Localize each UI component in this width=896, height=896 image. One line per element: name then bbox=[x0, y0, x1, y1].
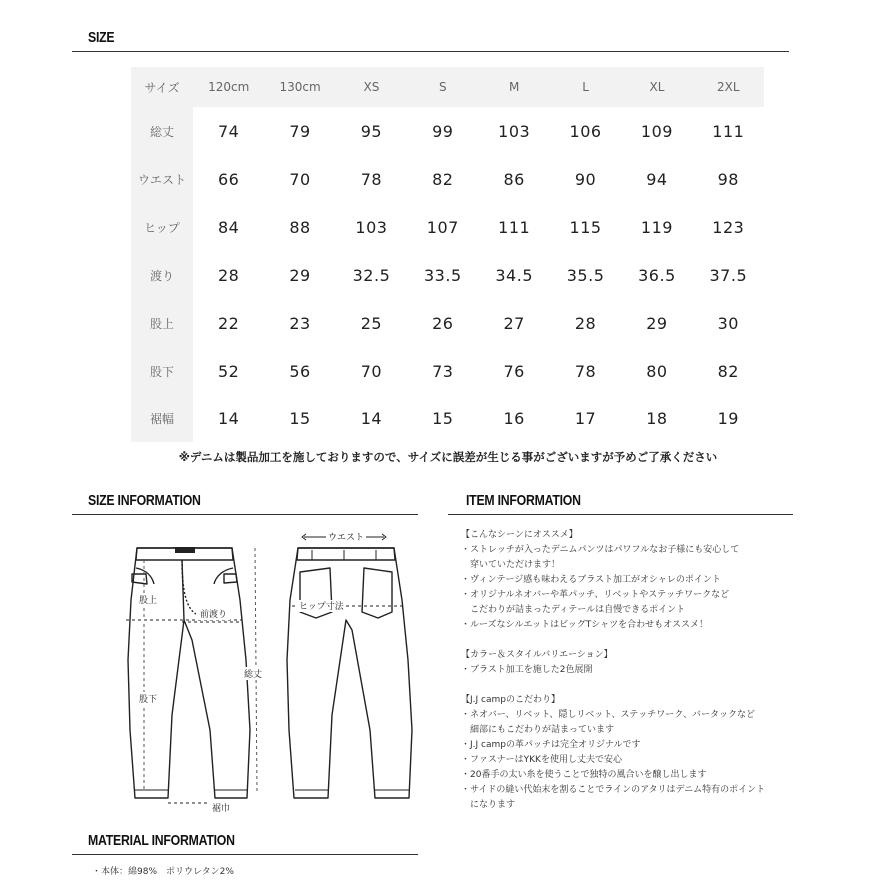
size-value-cell: 22 bbox=[218, 313, 240, 333]
size-header-label: サイズ bbox=[131, 67, 193, 107]
size-row-label: 裾幅 bbox=[131, 395, 193, 442]
item-line: 【こんなシーンにオススメ】 bbox=[461, 530, 578, 540]
size-value-cell: 79 bbox=[289, 121, 311, 141]
front-thigh-label: 前渡り bbox=[200, 610, 228, 620]
size-header-cell: 2XL bbox=[693, 67, 764, 107]
item-line bbox=[461, 633, 801, 648]
size-value-cell: 74 bbox=[218, 121, 240, 141]
size-row-label: 股上 bbox=[131, 299, 193, 347]
item-line: になります bbox=[461, 800, 516, 810]
size-value-cell: 36.5 bbox=[638, 265, 676, 285]
size-value-cell: 66 bbox=[218, 169, 240, 189]
size-value-cell: 23 bbox=[289, 313, 311, 333]
jeans-back-outline bbox=[287, 548, 412, 798]
size-value-cell: 70 bbox=[289, 169, 311, 189]
item-line bbox=[461, 678, 801, 693]
material-text: ・本体：綿98% ポリウレタン2% bbox=[92, 867, 234, 877]
size-row-label: 渡り bbox=[131, 251, 193, 299]
size-value-cell: 76 bbox=[503, 361, 525, 381]
item-line: ・J.J campの革パッチは完全オリジナルです bbox=[461, 740, 641, 750]
size-table-row bbox=[131, 251, 764, 299]
size-value-cell: 18 bbox=[646, 409, 668, 428]
size-value-cell: 98 bbox=[717, 169, 739, 189]
size-table-row bbox=[131, 299, 764, 347]
size-value-cell: 37.5 bbox=[709, 265, 748, 285]
item-information-list bbox=[461, 528, 801, 813]
size-value-cell: 28 bbox=[574, 313, 597, 333]
size-section-title: SIZE bbox=[88, 29, 115, 46]
jeans-diagram bbox=[120, 520, 420, 820]
size-table-row bbox=[131, 395, 764, 442]
size-value-cell: 14 bbox=[360, 409, 383, 428]
inseam-label: 股下 bbox=[139, 695, 158, 705]
item-line: ・ファスナーはYKKを使用し丈夫で安心 bbox=[461, 755, 622, 765]
size-value-cell: 70 bbox=[360, 361, 383, 381]
item-line: 細部にもこだわりが詰まっています bbox=[461, 725, 615, 735]
size-table-row bbox=[131, 203, 764, 251]
size-row-label: 股下 bbox=[131, 347, 193, 395]
item-line: ・オリジナルネオバーや革パッチ、リベットやステッチワークなど bbox=[461, 590, 730, 600]
size-value-cell: 17 bbox=[574, 409, 597, 428]
material-information-title: MATERIAL INFORMATION bbox=[88, 832, 235, 849]
waist-label: ウエスト bbox=[328, 533, 365, 543]
size-value-cell: 56 bbox=[289, 361, 311, 381]
size-value-cell: 107 bbox=[426, 217, 459, 237]
size-header-cell: XL bbox=[621, 67, 692, 107]
size-value-cell: 106 bbox=[569, 121, 602, 141]
size-value-cell: 28 bbox=[218, 265, 240, 285]
material-information-rule bbox=[72, 854, 418, 855]
item-line: ・ストレッチが入ったデニムパンツはパワフルなお子様にも安心して bbox=[461, 545, 740, 555]
item-line: ・ネオバー、リベット、隠しリベット、ステッチワーク、バータックなど bbox=[461, 710, 755, 720]
item-line: 穿いていただけます！ bbox=[461, 560, 561, 570]
total-length-label: 総丈 bbox=[244, 670, 263, 680]
size-value-cell: 82 bbox=[432, 169, 454, 189]
size-information-rule bbox=[72, 514, 418, 515]
size-value-cell: 19 bbox=[717, 409, 739, 428]
size-value-cell: 94 bbox=[646, 169, 668, 189]
item-information-title: ITEM INFORMATION bbox=[466, 492, 581, 509]
size-value-cell: 25 bbox=[360, 313, 383, 333]
size-value-cell: 32.5 bbox=[352, 265, 391, 285]
size-value-cell: 123 bbox=[712, 217, 745, 237]
size-header-cell: L bbox=[550, 67, 621, 107]
size-value-cell: 88 bbox=[289, 217, 311, 237]
size-row-label: 総丈 bbox=[131, 107, 193, 155]
size-table-row bbox=[131, 347, 764, 395]
size-information-title: SIZE INFORMATION bbox=[88, 492, 201, 509]
size-value-cell: 90 bbox=[574, 169, 597, 189]
size-table-row bbox=[131, 107, 764, 155]
jeans-front-outline bbox=[128, 548, 250, 798]
size-value-cell: 111 bbox=[712, 121, 745, 141]
item-line: 【J.J campのこだわり】 bbox=[461, 695, 560, 705]
size-value-cell: 84 bbox=[218, 217, 240, 237]
size-value-cell: 82 bbox=[717, 361, 739, 381]
size-row-label: ウエスト bbox=[131, 155, 193, 203]
size-table bbox=[131, 67, 764, 442]
item-line: ・ヴィンテージ感も味わえるブラスト加工がオシャレのポイント bbox=[461, 575, 721, 585]
size-value-cell: 33.5 bbox=[424, 265, 462, 285]
size-row-label: ヒップ bbox=[131, 203, 193, 251]
item-information-rule bbox=[448, 514, 793, 515]
item-line: ・サイドの縫い代始末を割ることでラインのアタリはデニム特有のポイント bbox=[461, 785, 766, 795]
size-value-cell: 109 bbox=[640, 121, 673, 141]
size-value-cell: 30 bbox=[717, 313, 739, 333]
size-value-cell: 29 bbox=[646, 313, 668, 333]
size-value-cell: 15 bbox=[432, 409, 454, 428]
size-value-cell: 78 bbox=[574, 361, 597, 381]
size-value-cell: 73 bbox=[432, 361, 454, 381]
rise-label: 股上 bbox=[139, 596, 158, 606]
item-line: ・ルーズなシルエットはビッグTシャツを合わせもオススメ！ bbox=[461, 620, 709, 630]
size-table-row bbox=[131, 155, 764, 203]
size-value-cell: 119 bbox=[640, 217, 673, 237]
size-value-cell: 86 bbox=[503, 169, 525, 189]
item-line: 【カラー＆スタイルバリエーション】 bbox=[461, 650, 613, 660]
size-header-cell: M bbox=[479, 67, 550, 107]
size-note: ※デニムは製品加工を施しておりますので、サイズに誤差が生じる事がございますが予めご了承ください bbox=[178, 450, 718, 464]
item-line: ・20番手の太い糸を使うことで独特の風合いを醸し出します bbox=[461, 770, 707, 780]
size-value-cell: 35.5 bbox=[566, 265, 605, 285]
size-value-cell: 103 bbox=[355, 217, 388, 237]
size-value-cell: 78 bbox=[360, 169, 383, 189]
size-header-cell: 120cm bbox=[193, 67, 264, 107]
size-value-cell: 95 bbox=[360, 121, 383, 141]
hem-label: 裾巾 bbox=[212, 804, 231, 814]
size-header-cell: 130cm bbox=[264, 67, 335, 107]
size-header-cell: S bbox=[407, 67, 478, 107]
size-value-cell: 115 bbox=[569, 217, 602, 237]
item-line: ・ブラスト加工を施した2色展開 bbox=[461, 665, 593, 675]
size-table-header-row bbox=[131, 67, 764, 107]
size-value-cell: 26 bbox=[432, 313, 454, 333]
size-value-cell: 34.5 bbox=[495, 265, 533, 285]
size-value-cell: 99 bbox=[432, 121, 454, 141]
size-value-cell: 29 bbox=[289, 265, 311, 285]
hip-label: ヒップ寸法 bbox=[299, 602, 344, 612]
size-header-cell: XS bbox=[336, 67, 407, 107]
size-value-cell: 16 bbox=[503, 409, 525, 428]
size-value-cell: 103 bbox=[498, 121, 531, 141]
size-value-cell: 52 bbox=[218, 361, 240, 381]
size-value-cell: 14 bbox=[218, 409, 240, 428]
size-value-cell: 15 bbox=[289, 409, 311, 428]
size-value-cell: 27 bbox=[503, 313, 525, 333]
size-value-cell: 80 bbox=[646, 361, 668, 381]
size-value-cell: 111 bbox=[498, 217, 531, 237]
item-line: こだわりが詰まったディテールは自慢できるポイント bbox=[461, 605, 686, 615]
size-section-rule bbox=[72, 51, 789, 52]
